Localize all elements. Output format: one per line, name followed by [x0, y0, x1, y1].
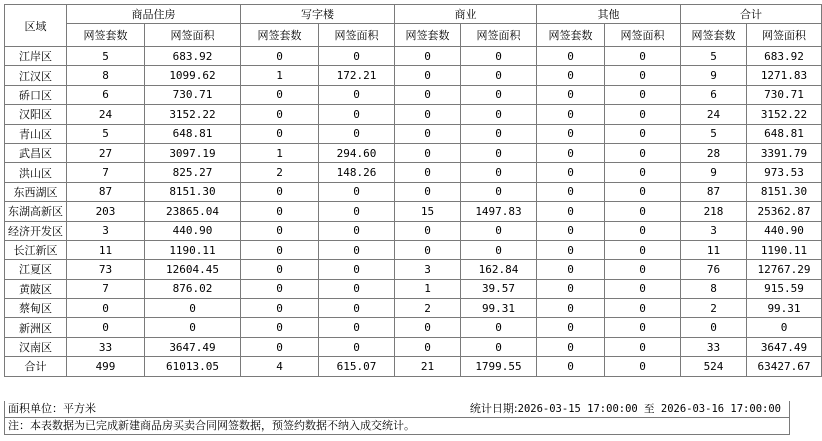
area-cell: 3152.22	[145, 105, 241, 124]
area-cell: 1271.83	[747, 66, 822, 85]
count-cell: 0	[681, 318, 747, 337]
count-cell: 3	[681, 221, 747, 240]
count-cell: 33	[67, 337, 145, 356]
count-cell: 0	[395, 105, 461, 124]
count-cell: 15	[395, 202, 461, 221]
note-text: 注：本表数据为已完成新建商品房买卖合同网签数据，预签约数据不纳入成交统计。	[8, 419, 415, 432]
table-body	[5, 47, 822, 377]
footer-info-row	[4, 401, 790, 418]
area-cell: 973.53	[747, 163, 822, 182]
table-row	[5, 66, 822, 85]
table-row	[5, 47, 822, 66]
count-cell: 0	[241, 124, 319, 143]
count-cell: 87	[681, 182, 747, 201]
count-cell: 0	[241, 47, 319, 66]
sub-header-count: 网签套数	[241, 24, 319, 47]
area-cell: 0	[605, 182, 681, 201]
count-cell: 0	[241, 279, 319, 298]
count-cell: 0	[241, 299, 319, 318]
area-cell: 172.21	[319, 66, 395, 85]
count-cell: 3	[67, 221, 145, 240]
area-cell: 3152.22	[747, 105, 822, 124]
count-cell: 0	[241, 105, 319, 124]
area-cell: 0	[747, 318, 822, 337]
count-cell: 0	[537, 240, 605, 259]
area-cell: 0	[461, 240, 537, 259]
header-row-groups	[5, 5, 822, 24]
district-name: 汉南区	[5, 337, 67, 356]
area-cell: 0	[319, 105, 395, 124]
table-row	[5, 318, 822, 337]
count-cell: 6	[681, 85, 747, 104]
area-cell: 1190.11	[145, 240, 241, 259]
area-cell: 0	[319, 124, 395, 143]
area-cell: 0	[605, 260, 681, 279]
area-cell: 3097.19	[145, 143, 241, 162]
area-cell: 825.27	[145, 163, 241, 182]
area-cell: 23865.04	[145, 202, 241, 221]
count-cell: 0	[537, 124, 605, 143]
area-cell: 99.31	[747, 299, 822, 318]
count-cell: 0	[395, 240, 461, 259]
sub-header-area: 网签面积	[319, 24, 395, 47]
district-name: 硚口区	[5, 85, 67, 104]
area-cell: 0	[605, 337, 681, 356]
count-cell: 0	[537, 182, 605, 201]
district-name: 江夏区	[5, 260, 67, 279]
area-cell: 12604.45	[145, 260, 241, 279]
count-cell: 5	[67, 124, 145, 143]
district-header: 区域	[5, 5, 67, 47]
area-cell: 0	[605, 163, 681, 182]
count-cell: 2	[241, 163, 319, 182]
area-cell: 1497.83	[461, 202, 537, 221]
count-cell: 4	[241, 357, 319, 376]
count-cell: 0	[395, 337, 461, 356]
count-cell: 2	[395, 299, 461, 318]
count-cell: 0	[537, 299, 605, 318]
count-cell: 33	[681, 337, 747, 356]
group-header-housing: 商品住房	[67, 5, 241, 24]
area-cell: 0	[461, 105, 537, 124]
count-cell: 87	[67, 182, 145, 201]
area-cell: 1799.55	[461, 357, 537, 376]
group-header-other: 其他	[537, 5, 681, 24]
area-cell: 0	[319, 85, 395, 104]
count-cell: 0	[67, 299, 145, 318]
count-cell: 0	[537, 279, 605, 298]
count-cell: 0	[241, 182, 319, 201]
area-cell: 0	[319, 279, 395, 298]
count-cell: 5	[681, 47, 747, 66]
area-cell: 0	[461, 221, 537, 240]
area-cell: 294.60	[319, 143, 395, 162]
count-cell: 0	[395, 182, 461, 201]
area-cell: 440.90	[747, 221, 822, 240]
count-cell: 0	[395, 318, 461, 337]
district-name: 长江新区	[5, 240, 67, 259]
count-cell: 0	[537, 357, 605, 376]
table-row	[5, 85, 822, 104]
area-cell: 148.26	[319, 163, 395, 182]
sub-header-area: 网签面积	[747, 24, 822, 47]
count-cell: 524	[681, 357, 747, 376]
table-row	[5, 337, 822, 356]
area-cell: 0	[319, 202, 395, 221]
count-cell: 218	[681, 202, 747, 221]
district-name: 东湖高新区	[5, 202, 67, 221]
area-cell: 0	[461, 318, 537, 337]
table-row	[5, 221, 822, 240]
district-name: 合计	[5, 357, 67, 376]
table-row	[5, 240, 822, 259]
count-cell: 0	[537, 337, 605, 356]
area-cell: 0	[605, 143, 681, 162]
count-cell: 1	[241, 66, 319, 85]
sub-header-area: 网签面积	[145, 24, 241, 47]
area-cell: 0	[605, 66, 681, 85]
count-cell: 0	[241, 202, 319, 221]
area-cell: 25362.87	[747, 202, 822, 221]
count-cell: 1	[241, 143, 319, 162]
area-cell: 0	[605, 240, 681, 259]
area-cell: 0	[319, 240, 395, 259]
count-cell: 0	[395, 163, 461, 182]
area-cell: 730.71	[747, 85, 822, 104]
district-name: 新洲区	[5, 318, 67, 337]
district-name: 武昌区	[5, 143, 67, 162]
area-cell: 0	[605, 124, 681, 143]
total-row	[5, 357, 822, 376]
area-cell: 0	[319, 182, 395, 201]
area-cell: 0	[461, 163, 537, 182]
count-cell: 21	[395, 357, 461, 376]
district-name: 洪山区	[5, 163, 67, 182]
area-cell: 0	[605, 202, 681, 221]
count-cell: 499	[67, 357, 145, 376]
area-cell: 0	[605, 357, 681, 376]
area-cell: 0	[319, 47, 395, 66]
area-cell: 8151.30	[747, 182, 822, 201]
count-cell: 0	[537, 318, 605, 337]
count-cell: 0	[67, 318, 145, 337]
count-cell: 0	[537, 66, 605, 85]
count-cell: 0	[537, 105, 605, 124]
count-cell: 0	[537, 202, 605, 221]
count-cell: 24	[67, 105, 145, 124]
area-cell: 730.71	[145, 85, 241, 104]
count-cell: 0	[395, 66, 461, 85]
area-cell: 0	[319, 299, 395, 318]
district-name: 黄陂区	[5, 279, 67, 298]
area-cell: 440.90	[145, 221, 241, 240]
footer-note-row	[4, 418, 790, 435]
area-cell: 0	[605, 47, 681, 66]
count-cell: 11	[67, 240, 145, 259]
count-cell: 6	[67, 85, 145, 104]
table-row	[5, 105, 822, 124]
area-cell: 0	[461, 66, 537, 85]
area-cell: 0	[605, 221, 681, 240]
count-cell: 0	[537, 221, 605, 240]
count-cell: 0	[537, 85, 605, 104]
sub-header-area: 网签面积	[605, 24, 681, 47]
count-cell: 0	[241, 318, 319, 337]
count-cell: 28	[681, 143, 747, 162]
district-name: 江汉区	[5, 66, 67, 85]
count-cell: 0	[241, 337, 319, 356]
count-cell: 0	[241, 240, 319, 259]
count-cell: 0	[395, 124, 461, 143]
area-cell: 61013.05	[145, 357, 241, 376]
count-cell: 0	[537, 260, 605, 279]
count-cell: 7	[67, 163, 145, 182]
group-header-office: 写字楼	[241, 5, 395, 24]
district-name: 东西湖区	[5, 182, 67, 201]
count-cell: 8	[681, 279, 747, 298]
count-cell: 0	[537, 47, 605, 66]
area-cell: 0	[605, 279, 681, 298]
sub-header-count: 网签套数	[67, 24, 145, 47]
area-cell: 0	[461, 337, 537, 356]
area-cell: 1190.11	[747, 240, 822, 259]
area-cell: 683.92	[747, 47, 822, 66]
area-unit-text: 面积单位：平方米	[8, 402, 96, 415]
count-cell: 2	[681, 299, 747, 318]
area-cell: 0	[605, 105, 681, 124]
table-row	[5, 202, 822, 221]
count-cell: 203	[67, 202, 145, 221]
area-cell: 1099.62	[145, 66, 241, 85]
area-cell: 615.07	[319, 357, 395, 376]
district-name: 汉阳区	[5, 105, 67, 124]
count-cell: 0	[395, 143, 461, 162]
sub-header-count: 网签套数	[537, 24, 605, 47]
stat-date-range: 2026-03-15 17:00:00 至 2026-03-16 17:00:00	[517, 403, 781, 415]
table-row	[5, 279, 822, 298]
area-cell: 915.59	[747, 279, 822, 298]
table-row	[5, 182, 822, 201]
area-cell: 99.31	[461, 299, 537, 318]
group-header-commercial: 商业	[395, 5, 537, 24]
area-cell: 876.02	[145, 279, 241, 298]
area-cell: 0	[319, 260, 395, 279]
district-name: 经济开发区	[5, 221, 67, 240]
count-cell: 0	[395, 85, 461, 104]
table-row	[5, 143, 822, 162]
area-cell: 0	[319, 337, 395, 356]
area-cell: 0	[605, 299, 681, 318]
area-cell: 0	[145, 299, 241, 318]
count-cell: 7	[67, 279, 145, 298]
count-cell: 5	[681, 124, 747, 143]
area-cell: 0	[319, 221, 395, 240]
area-cell: 0	[461, 124, 537, 143]
area-cell: 162.84	[461, 260, 537, 279]
area-cell: 0	[461, 85, 537, 104]
sub-header-area: 网签面积	[461, 24, 537, 47]
area-cell: 39.57	[461, 279, 537, 298]
area-cell: 648.81	[145, 124, 241, 143]
sub-header-count: 网签套数	[395, 24, 461, 47]
area-cell: 648.81	[747, 124, 822, 143]
table-row	[5, 260, 822, 279]
count-cell: 5	[67, 47, 145, 66]
area-cell: 0	[461, 47, 537, 66]
area-cell: 3647.49	[747, 337, 822, 356]
area-cell: 8151.30	[145, 182, 241, 201]
count-cell: 76	[681, 260, 747, 279]
table-row	[5, 163, 822, 182]
district-name: 青山区	[5, 124, 67, 143]
stat-date	[470, 401, 781, 417]
area-cell: 0	[461, 143, 537, 162]
area-cell: 0	[145, 318, 241, 337]
area-cell: 0	[605, 85, 681, 104]
area-cell: 0	[605, 318, 681, 337]
table-row	[5, 124, 822, 143]
count-cell: 0	[537, 163, 605, 182]
area-cell: 683.92	[145, 47, 241, 66]
online-signing-table	[4, 4, 822, 377]
count-cell: 0	[395, 47, 461, 66]
district-name: 蔡甸区	[5, 299, 67, 318]
count-cell: 9	[681, 163, 747, 182]
area-cell: 3391.79	[747, 143, 822, 162]
count-cell: 3	[395, 260, 461, 279]
count-cell: 0	[241, 85, 319, 104]
count-cell: 0	[241, 260, 319, 279]
count-cell: 24	[681, 105, 747, 124]
area-cell: 63427.67	[747, 357, 822, 376]
count-cell: 0	[395, 221, 461, 240]
district-name: 江岸区	[5, 47, 67, 66]
area-cell: 12767.29	[747, 260, 822, 279]
area-cell: 0	[319, 318, 395, 337]
header-row-subs	[5, 24, 822, 47]
count-cell: 0	[537, 143, 605, 162]
count-cell: 11	[681, 240, 747, 259]
count-cell: 1	[395, 279, 461, 298]
count-cell: 27	[67, 143, 145, 162]
sub-header-count: 网签套数	[681, 24, 747, 47]
count-cell: 9	[681, 66, 747, 85]
area-cell: 0	[461, 182, 537, 201]
stat-date-label: 统计日期:	[469, 402, 518, 415]
table-row	[5, 299, 822, 318]
group-header-total: 合计	[681, 5, 822, 24]
count-cell: 73	[67, 260, 145, 279]
area-cell: 3647.49	[145, 337, 241, 356]
count-cell: 0	[241, 221, 319, 240]
count-cell: 8	[67, 66, 145, 85]
